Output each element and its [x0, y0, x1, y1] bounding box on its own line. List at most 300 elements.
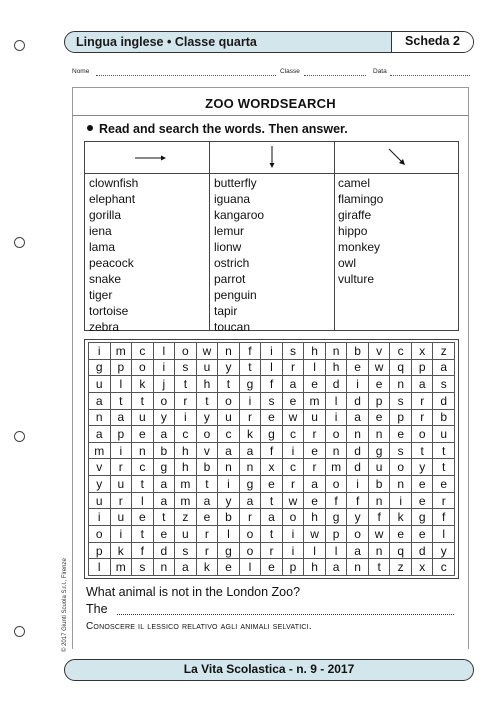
grid-cell[interactable]: d: [347, 443, 369, 460]
grid-cell[interactable]: r: [111, 493, 133, 510]
grid-cell[interactable]: b: [433, 410, 455, 427]
grid-cell[interactable]: r: [240, 410, 262, 427]
grid-cell[interactable]: k: [132, 376, 154, 393]
grid-cell[interactable]: u: [304, 410, 326, 427]
grid-cell[interactable]: i: [326, 410, 348, 427]
grid-cell[interactable]: e: [197, 509, 219, 526]
grid-cell[interactable]: n: [240, 459, 262, 476]
word-item: parrot: [214, 272, 246, 286]
title-divider: [72, 115, 469, 116]
grid-cell[interactable]: n: [369, 426, 391, 443]
grid-cell[interactable]: l: [433, 526, 455, 543]
grid-cell[interactable]: o: [326, 476, 348, 493]
grid-cell[interactable]: o: [154, 393, 176, 410]
word-item: butterfly: [214, 176, 257, 190]
grid-cell[interactable]: m: [304, 393, 326, 410]
grid-cell[interactable]: t: [261, 493, 283, 510]
direction-arrows: [85, 142, 460, 173]
grid-cell[interactable]: s: [261, 393, 283, 410]
word-item: clownfish: [89, 176, 139, 190]
grid-cell[interactable]: e: [261, 476, 283, 493]
grid-cell[interactable]: w: [304, 526, 326, 543]
word-item: kangaroo: [214, 208, 265, 222]
grid-cell[interactable]: o: [347, 526, 369, 543]
grid-cell[interactable]: r: [283, 360, 305, 377]
grid-cell[interactable]: r: [412, 410, 434, 427]
grid-cell[interactable]: w: [369, 526, 391, 543]
grid-cell[interactable]: e: [412, 526, 434, 543]
grid-cell[interactable]: p: [369, 393, 391, 410]
grid-cell[interactable]: l: [326, 393, 348, 410]
grid-cell[interactable]: i: [390, 493, 412, 510]
grid-cell[interactable]: c: [283, 459, 305, 476]
grid-cell[interactable]: i: [111, 443, 133, 460]
grid-cell[interactable]: h: [197, 376, 219, 393]
grid-cell[interactable]: u: [111, 509, 133, 526]
grid-cell[interactable]: o: [89, 526, 111, 543]
grid-cell[interactable]: m: [175, 476, 197, 493]
grid-cell[interactable]: i: [111, 526, 133, 543]
answer-prefix: The: [86, 602, 108, 616]
grid-cell[interactable]: i: [347, 376, 369, 393]
grid-cell[interactable]: a: [283, 376, 305, 393]
grid-cell[interactable]: y: [89, 476, 111, 493]
grid-cell[interactable]: r: [304, 426, 326, 443]
word-item: iguana: [214, 192, 251, 206]
grid-cell[interactable]: g: [240, 376, 262, 393]
grid-cell[interactable]: e: [132, 509, 154, 526]
grid-cell[interactable]: n: [347, 559, 369, 576]
grid-cell[interactable]: r: [111, 459, 133, 476]
grid-cell[interactable]: u: [197, 360, 219, 377]
grid-cell[interactable]: v: [369, 343, 391, 360]
grid-cell[interactable]: s: [390, 443, 412, 460]
grid-cell[interactable]: i: [283, 526, 305, 543]
grid-cell[interactable]: l: [111, 376, 133, 393]
grid-cell[interactable]: y: [347, 509, 369, 526]
grid-cell[interactable]: c: [132, 343, 154, 360]
grid-cell[interactable]: z: [390, 559, 412, 576]
grid-cell[interactable]: k: [197, 559, 219, 576]
grid-cell[interactable]: w: [283, 410, 305, 427]
grid-cell[interactable]: n: [347, 426, 369, 443]
grid-cell[interactable]: e: [347, 360, 369, 377]
grid-cell[interactable]: f: [261, 443, 283, 460]
grid-cell[interactable]: h: [304, 343, 326, 360]
grid-cell[interactable]: a: [412, 376, 434, 393]
grid-cell[interactable]: p: [89, 543, 111, 560]
grid-cell[interactable]: n: [390, 376, 412, 393]
grid-cell[interactable]: r: [261, 543, 283, 560]
grid-cell[interactable]: y: [197, 410, 219, 427]
word-item: flamingo: [338, 192, 384, 206]
student-info-line: [72, 68, 472, 80]
word-item: elephant: [89, 192, 136, 206]
grid-cell[interactable]: o: [412, 426, 434, 443]
grid-cell[interactable]: n: [390, 476, 412, 493]
grid-cell[interactable]: l: [304, 360, 326, 377]
grid-cell[interactable]: y: [218, 493, 240, 510]
date-field[interactable]: [390, 75, 470, 76]
class-label: Classe: [280, 68, 300, 75]
grid-cell[interactable]: a: [154, 493, 176, 510]
grid-cell[interactable]: m: [175, 493, 197, 510]
grid-cell[interactable]: f: [132, 543, 154, 560]
grid-cell[interactable]: i: [89, 343, 111, 360]
learning-goal: Conoscere il lessico relativo agli animali selvatici.: [86, 621, 312, 632]
question: What animal is not in the London Zoo?: [86, 585, 301, 599]
grid-cell[interactable]: n: [89, 410, 111, 427]
grid-cell[interactable]: y: [218, 360, 240, 377]
grid-cell[interactable]: a: [154, 476, 176, 493]
grid-cell[interactable]: g: [240, 476, 262, 493]
grid-cell[interactable]: a: [218, 443, 240, 460]
grid-cell[interactable]: t: [197, 393, 219, 410]
grid-cell[interactable]: b: [218, 509, 240, 526]
word-item: tortoise: [89, 304, 129, 318]
grid-cell[interactable]: o: [197, 426, 219, 443]
grid-cell[interactable]: t: [132, 476, 154, 493]
grid-cell[interactable]: i: [175, 410, 197, 427]
grid-cell[interactable]: r: [197, 526, 219, 543]
grid-cell[interactable]: e: [261, 559, 283, 576]
answer-field[interactable]: [117, 614, 454, 615]
grid-cell[interactable]: d: [154, 543, 176, 560]
grid-cell[interactable]: t: [154, 509, 176, 526]
grid-cell[interactable]: e: [412, 493, 434, 510]
grid-cell[interactable]: i: [218, 476, 240, 493]
grid-cell[interactable]: m: [111, 559, 133, 576]
arrow-diagonal-down-right-icon: [389, 149, 405, 165]
grid-cell[interactable]: e: [390, 526, 412, 543]
grid-cell[interactable]: u: [89, 493, 111, 510]
grid-cell[interactable]: n: [154, 559, 176, 576]
grid-cell[interactable]: c: [433, 559, 455, 576]
grid-cell[interactable]: e: [304, 376, 326, 393]
grid-cell[interactable]: a: [433, 360, 455, 377]
grid-cell[interactable]: r: [283, 476, 305, 493]
binder-hole: [14, 237, 25, 248]
grid-cell[interactable]: s: [175, 543, 197, 560]
grid-cell[interactable]: d: [433, 393, 455, 410]
word-list-table: [84, 141, 459, 334]
word-column-2: [214, 175, 264, 335]
name-field[interactable]: [96, 75, 276, 76]
grid-cell[interactable]: e: [412, 476, 434, 493]
grid-cell[interactable]: d: [347, 459, 369, 476]
grid-cell[interactable]: a: [175, 559, 197, 576]
grid-cell[interactable]: n: [132, 443, 154, 460]
grid-cell[interactable]: z: [433, 343, 455, 360]
grid-cell[interactable]: v: [197, 443, 219, 460]
grid-cell[interactable]: e: [283, 393, 305, 410]
grid-cell[interactable]: t: [197, 476, 219, 493]
grid-cell[interactable]: b: [369, 476, 391, 493]
binder-hole: [14, 626, 25, 637]
grid-cell[interactable]: h: [326, 360, 348, 377]
grid-cell[interactable]: a: [261, 509, 283, 526]
grid-cell[interactable]: y: [412, 459, 434, 476]
grid-cell[interactable]: y: [154, 410, 176, 427]
grid-cell[interactable]: b: [347, 343, 369, 360]
sheet-label: Scheda 2: [391, 32, 473, 52]
grid-cell[interactable]: d: [412, 543, 434, 560]
grid-cell[interactable]: e: [304, 493, 326, 510]
grid-cell[interactable]: b: [154, 443, 176, 460]
grid-cell[interactable]: l: [218, 526, 240, 543]
grid-cell[interactable]: u: [89, 376, 111, 393]
grid-cell[interactable]: g: [154, 459, 176, 476]
grid-cell[interactable]: t: [132, 393, 154, 410]
word-item: owl: [338, 256, 357, 270]
grid-cell[interactable]: o: [218, 393, 240, 410]
word-item: gorilla: [89, 208, 122, 222]
grid-cell[interactable]: w: [197, 343, 219, 360]
word-item: toucan: [214, 320, 251, 334]
grid-cell[interactable]: h: [304, 509, 326, 526]
grid-cell[interactable]: d: [347, 393, 369, 410]
grid-cell[interactable]: a: [347, 543, 369, 560]
grid-cell[interactable]: s: [132, 559, 154, 576]
grid-cell[interactable]: u: [175, 526, 197, 543]
grid-cell[interactable]: t: [132, 526, 154, 543]
date-label: Data: [373, 68, 387, 75]
binder-hole: [14, 40, 25, 51]
grid-cell[interactable]: a: [154, 426, 176, 443]
grid-cell[interactable]: m: [111, 343, 133, 360]
grid-cell[interactable]: h: [175, 459, 197, 476]
grid-cell[interactable]: t: [261, 526, 283, 543]
grid-cell[interactable]: o: [175, 343, 197, 360]
grid-cell[interactable]: p: [326, 526, 348, 543]
class-field[interactable]: [304, 75, 366, 76]
grid-cell[interactable]: p: [111, 360, 133, 377]
word-item: monkey: [338, 240, 381, 254]
grid-cell[interactable]: e: [369, 410, 391, 427]
grid-cell[interactable]: g: [261, 426, 283, 443]
grid-cell[interactable]: f: [261, 376, 283, 393]
grid-cell[interactable]: e: [369, 376, 391, 393]
grid-cell[interactable]: u: [369, 459, 391, 476]
grid-cell[interactable]: a: [240, 493, 262, 510]
grid-cell[interactable]: t: [175, 376, 197, 393]
grid-cell[interactable]: a: [326, 559, 348, 576]
word-item: camel: [338, 176, 371, 190]
grid-cell[interactable]: n: [218, 343, 240, 360]
grid-cell[interactable]: u: [218, 410, 240, 427]
word-column-1: [89, 175, 138, 335]
grid-cell[interactable]: i: [154, 360, 176, 377]
grid-cell[interactable]: l: [89, 559, 111, 576]
grid-cell[interactable]: g: [412, 509, 434, 526]
grid-cell[interactable]: k: [240, 426, 262, 443]
grid-cell[interactable]: q: [390, 543, 412, 560]
grid-cell[interactable]: q: [390, 360, 412, 377]
grid-cell[interactable]: t: [218, 376, 240, 393]
grid-cell[interactable]: o: [390, 459, 412, 476]
grid-cell[interactable]: e: [154, 526, 176, 543]
grid-cell[interactable]: g: [369, 443, 391, 460]
grid-cell[interactable]: h: [304, 559, 326, 576]
word-item: zebra: [89, 320, 120, 334]
grid-cell[interactable]: e: [304, 443, 326, 460]
footer-bar: [64, 659, 474, 681]
grid-cell[interactable]: r: [197, 543, 219, 560]
word-item: snake: [89, 272, 122, 286]
grid-cell[interactable]: m: [89, 443, 111, 460]
grid-cell[interactable]: z: [175, 509, 197, 526]
grid-cell[interactable]: c: [132, 459, 154, 476]
grid-cell[interactable]: f: [433, 509, 455, 526]
binder-hole: [14, 431, 25, 442]
grid-cell[interactable]: o: [326, 426, 348, 443]
grid-cell[interactable]: f: [240, 343, 262, 360]
grid-cell[interactable]: u: [433, 426, 455, 443]
grid-cell[interactable]: g: [89, 360, 111, 377]
grid-cell[interactable]: p: [390, 410, 412, 427]
grid-cell[interactable]: t: [412, 443, 434, 460]
grid-cell[interactable]: j: [154, 376, 176, 393]
grid-cell[interactable]: d: [326, 376, 348, 393]
arrow-down-icon: [270, 146, 275, 168]
grid-cell[interactable]: l: [132, 493, 154, 510]
grid-cell[interactable]: r: [304, 459, 326, 476]
instruction-text: Read and search the words. Then answer.: [99, 122, 348, 136]
grid-cell[interactable]: s: [390, 393, 412, 410]
grid-cell[interactable]: t: [433, 459, 455, 476]
grid-cell[interactable]: a: [347, 410, 369, 427]
grid-cell[interactable]: c: [390, 343, 412, 360]
grid-cell[interactable]: n: [326, 343, 348, 360]
grid-cell[interactable]: r: [175, 393, 197, 410]
grid-cell[interactable]: w: [283, 493, 305, 510]
word-item: iena: [89, 224, 112, 238]
grid-cell[interactable]: a: [111, 410, 133, 427]
grid-cell[interactable]: n: [218, 459, 240, 476]
grid-cell[interactable]: n: [369, 493, 391, 510]
word-item: lemur: [214, 224, 245, 238]
grid-cell[interactable]: i: [240, 393, 262, 410]
header-bar: [64, 31, 474, 53]
grid-cell[interactable]: x: [412, 343, 434, 360]
grid-cell[interactable]: f: [326, 493, 348, 510]
word-item: giraffe: [338, 208, 372, 222]
grid-cell[interactable]: x: [412, 559, 434, 576]
grid-cell[interactable]: i: [89, 509, 111, 526]
grid-cell[interactable]: o: [240, 526, 262, 543]
wordsearch-box: [84, 339, 459, 579]
word-item: penguin: [214, 288, 257, 302]
grid-cell[interactable]: i: [347, 476, 369, 493]
grid-cell[interactable]: l: [261, 360, 283, 377]
grid-cell[interactable]: a: [240, 443, 262, 460]
grid-cell[interactable]: k: [111, 543, 133, 560]
grid-cell[interactable]: l: [240, 559, 262, 576]
grid-cell[interactable]: a: [89, 426, 111, 443]
grid-cell[interactable]: u: [132, 410, 154, 427]
grid-cell[interactable]: c: [175, 426, 197, 443]
wordsearch-grid: [88, 342, 455, 576]
grid-cell[interactable]: e: [261, 410, 283, 427]
grid-cell[interactable]: o: [283, 509, 305, 526]
bullet-icon: [87, 125, 93, 131]
grid-cell[interactable]: p: [412, 360, 434, 377]
grid-cell[interactable]: l: [304, 543, 326, 560]
copyright: © 2017 Giunti Scuola S.r.l., Firenze: [62, 558, 68, 652]
grid-cell[interactable]: s: [175, 360, 197, 377]
grid-cell[interactable]: g: [326, 509, 348, 526]
grid-cell[interactable]: t: [433, 443, 455, 460]
grid-cell[interactable]: e: [433, 476, 455, 493]
word-item: peacock: [89, 256, 134, 270]
grid-cell[interactable]: u: [111, 476, 133, 493]
grid-cell[interactable]: e: [132, 426, 154, 443]
grid-cell[interactable]: s: [283, 343, 305, 360]
grid-cell[interactable]: a: [89, 393, 111, 410]
activity-title: ZOO WORDSEARCH: [205, 96, 336, 111]
header-title: Lingua inglese • Classe quarta: [76, 35, 257, 49]
grid-cell[interactable]: n: [326, 443, 348, 460]
grid-cell[interactable]: i: [283, 543, 305, 560]
grid-cell[interactable]: i: [261, 343, 283, 360]
word-item: vulture: [338, 272, 375, 286]
grid-cell[interactable]: x: [261, 459, 283, 476]
grid-cell[interactable]: r: [240, 509, 262, 526]
grid-cell[interactable]: o: [240, 543, 262, 560]
grid-cell[interactable]: b: [197, 459, 219, 476]
grid-cell[interactable]: o: [132, 360, 154, 377]
grid-cell[interactable]: c: [283, 426, 305, 443]
grid-cell[interactable]: p: [283, 559, 305, 576]
grid-cell[interactable]: e: [390, 426, 412, 443]
grid-cell[interactable]: n: [369, 543, 391, 560]
name-label: Nome: [72, 68, 90, 75]
arrow-right-icon: [135, 156, 166, 161]
grid-cell[interactable]: a: [197, 493, 219, 510]
grid-cell[interactable]: w: [369, 360, 391, 377]
grid-cell[interactable]: l: [154, 343, 176, 360]
grid-cell[interactable]: y: [433, 543, 455, 560]
grid-cell[interactable]: r: [412, 393, 434, 410]
grid-cell[interactable]: f: [347, 493, 369, 510]
word-item: ostrich: [214, 256, 250, 270]
grid-cell[interactable]: r: [433, 493, 455, 510]
grid-cell[interactable]: g: [218, 543, 240, 560]
grid-cell[interactable]: s: [433, 376, 455, 393]
word-item: lama: [89, 240, 116, 254]
grid-cell[interactable]: p: [111, 426, 133, 443]
instruction: [87, 122, 348, 136]
word-item: hippo: [338, 224, 368, 238]
grid-cell[interactable]: a: [304, 476, 326, 493]
grid-cell[interactable]: h: [175, 443, 197, 460]
grid-cell[interactable]: e: [218, 559, 240, 576]
grid-cell[interactable]: t: [240, 360, 262, 377]
word-item: tiger: [89, 288, 113, 302]
grid-cell[interactable]: c: [218, 426, 240, 443]
grid-cell[interactable]: k: [390, 509, 412, 526]
grid-cell[interactable]: f: [369, 509, 391, 526]
grid-cell[interactable]: i: [283, 443, 305, 460]
grid-cell[interactable]: t: [369, 559, 391, 576]
grid-cell[interactable]: t: [111, 393, 133, 410]
footer-text: La Vita Scolastica - n. 9 - 2017: [183, 662, 355, 676]
grid-cell[interactable]: v: [89, 459, 111, 476]
grid-cell[interactable]: m: [326, 459, 348, 476]
grid-cell[interactable]: l: [326, 543, 348, 560]
word-item: lionw: [214, 240, 242, 254]
word-column-3: [338, 175, 383, 287]
